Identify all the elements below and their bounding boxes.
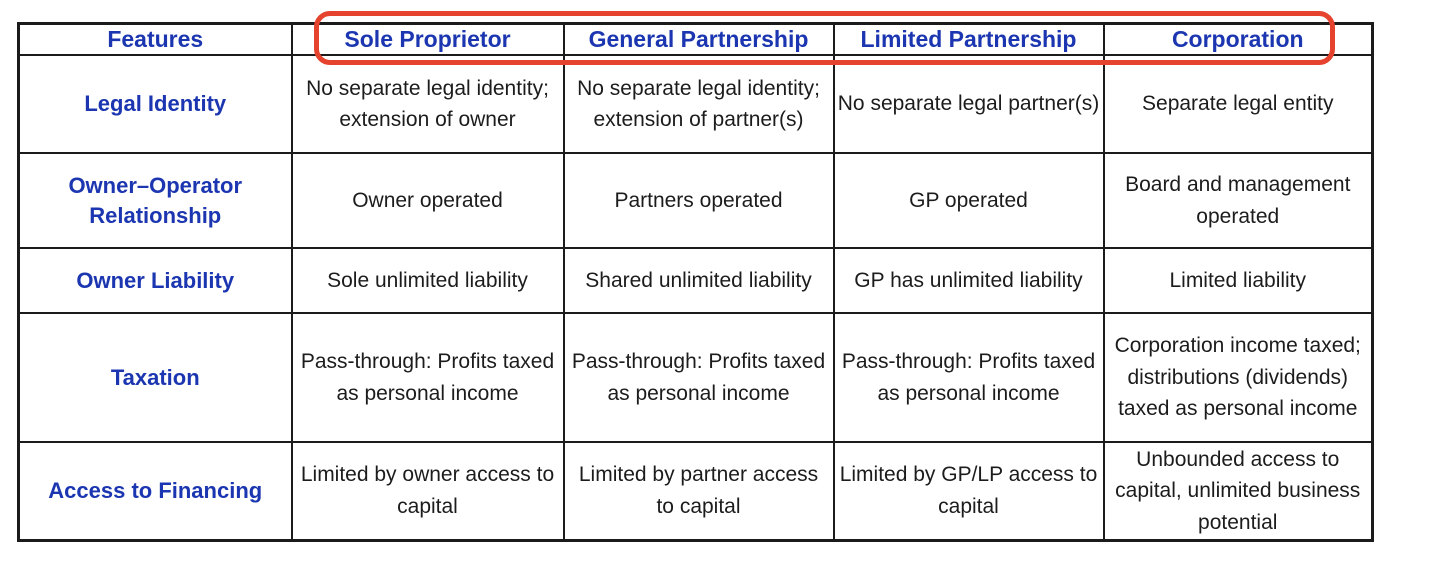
column-header-corporation: Corporation: [1104, 24, 1373, 56]
table-cell: Limited liability: [1104, 248, 1373, 313]
column-header-features: Features: [19, 24, 292, 56]
table-cell: No separate legal partner(s): [834, 55, 1104, 153]
table-row-owner-liability: [19, 248, 1373, 313]
table-cell: Pass-through: Profits taxed as personal income: [834, 313, 1104, 442]
comparison-table: [17, 22, 1374, 542]
table-cell: Board and management operated: [1104, 153, 1373, 248]
row-label-owner-liability: Owner Liability: [19, 248, 292, 313]
table-cell: Pass-through: Profits taxed as personal income: [564, 313, 834, 442]
table-row-taxation: [19, 313, 1373, 442]
table-cell: Shared unlimited liability: [564, 248, 834, 313]
table-cell: Limited by partner access to capital: [564, 442, 834, 540]
table-row-legal-identity: [19, 55, 1373, 153]
table-cell: Unbounded access to capital, unlimited business potential: [1104, 442, 1373, 540]
table-cell: No separate legal identity; extension of partner(s): [564, 55, 834, 153]
table-cell: Sole unlimited liability: [292, 248, 564, 313]
column-header-sole-proprietor: Sole Proprietor: [292, 24, 564, 56]
table-cell: Limited by GP/LP access to capital: [834, 442, 1104, 540]
table-cell: GP operated: [834, 153, 1104, 248]
table-row-access-to-financing: [19, 442, 1373, 540]
table-cell: GP has unlimited liability: [834, 248, 1104, 313]
table-cell: Partners operated: [564, 153, 834, 248]
row-label-access-to-financing: Access to Financing: [19, 442, 292, 540]
table-cell: No separate legal identity; extension of owner: [292, 55, 564, 153]
row-label-taxation: Taxation: [19, 313, 292, 442]
table-cell: Corporation income taxed; distributions (dividends) taxed as personal income: [1104, 313, 1373, 442]
table-cell: Limited by owner access to capital: [292, 442, 564, 540]
row-label-owner-operator-relationship: Owner–Operator Relationship: [19, 153, 292, 248]
column-header-limited-partnership: Limited Partnership: [834, 24, 1104, 56]
column-header-general-partnership: General Partnership: [564, 24, 834, 56]
table-cell: Owner operated: [292, 153, 564, 248]
table-cell: Pass-through: Profits taxed as personal income: [292, 313, 564, 442]
header-row: [19, 24, 1373, 56]
row-label-legal-identity: Legal Identity: [19, 55, 292, 153]
table-row-owner-operator-relationship: [19, 153, 1373, 248]
table-cell: Separate legal entity: [1104, 55, 1373, 153]
